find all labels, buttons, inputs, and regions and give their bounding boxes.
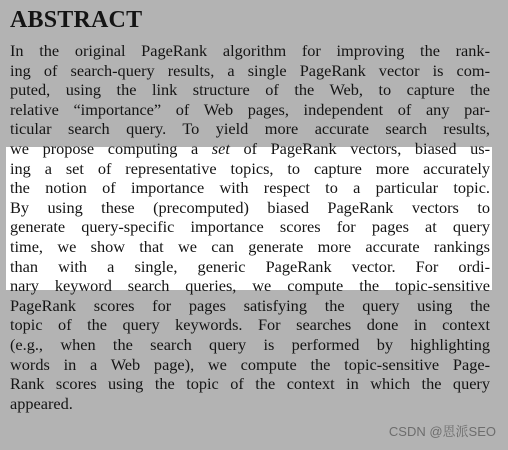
csdn-watermark: CSDN @恩派SEO xyxy=(388,424,496,439)
text-line-10: generate query-specific importance scores for pages at query xyxy=(10,217,490,237)
text-line-11: time, we show that we can generate more accurate rankings xyxy=(10,236,490,256)
text-line-9: By using these (precomputed) biased PageRank vectors to xyxy=(10,197,490,217)
text-line-7: ing a set of representative topics, to capture more accurately xyxy=(10,158,490,178)
text-line-19: appeared. xyxy=(10,393,73,413)
text-line-14: PageRank scores for pages satisfying the query using the xyxy=(10,295,490,315)
text-line-5: ticular search query. To yield more accurate search results, xyxy=(10,119,490,139)
text-line-15: topic of the query keywords. For searches done in context xyxy=(10,315,490,335)
emphasis-set: set xyxy=(211,138,230,158)
text-line-8: the notion of importance with respect to a particular topic. xyxy=(10,178,490,198)
text-line-2: ing of search-query results, a single PageRank vector is com- xyxy=(10,60,490,80)
text-line-12: than with a single, generic PageRank vector. For ordi- xyxy=(10,256,490,276)
abstract-heading: ABSTRACT xyxy=(10,7,143,33)
text-line-16: (e.g., when the search query is performed by highlighting xyxy=(10,334,490,354)
abstract-body xyxy=(10,41,490,413)
line-6-suffix: of PageRank vectors, biased us- xyxy=(229,138,490,158)
text-line-17: words in a Web page), we compute the topic-sensitive Page- xyxy=(10,354,490,374)
text-line-6 xyxy=(10,139,490,159)
line-6-prefix: we propose computing a xyxy=(10,138,212,158)
text-line-13: nary keyword search queries, we compute the topic-sensitive xyxy=(10,276,490,296)
text-line-3: puted, using the link structure of the Web, to capture the xyxy=(10,80,490,100)
text-line-1: In the original PageRank algorithm for improving the rank- xyxy=(10,41,490,60)
text-line-4: relative “importance” of Web pages, independent of any par- xyxy=(10,99,490,119)
text-line-18: Rank scores using the topic of the context in which the query xyxy=(10,374,490,394)
